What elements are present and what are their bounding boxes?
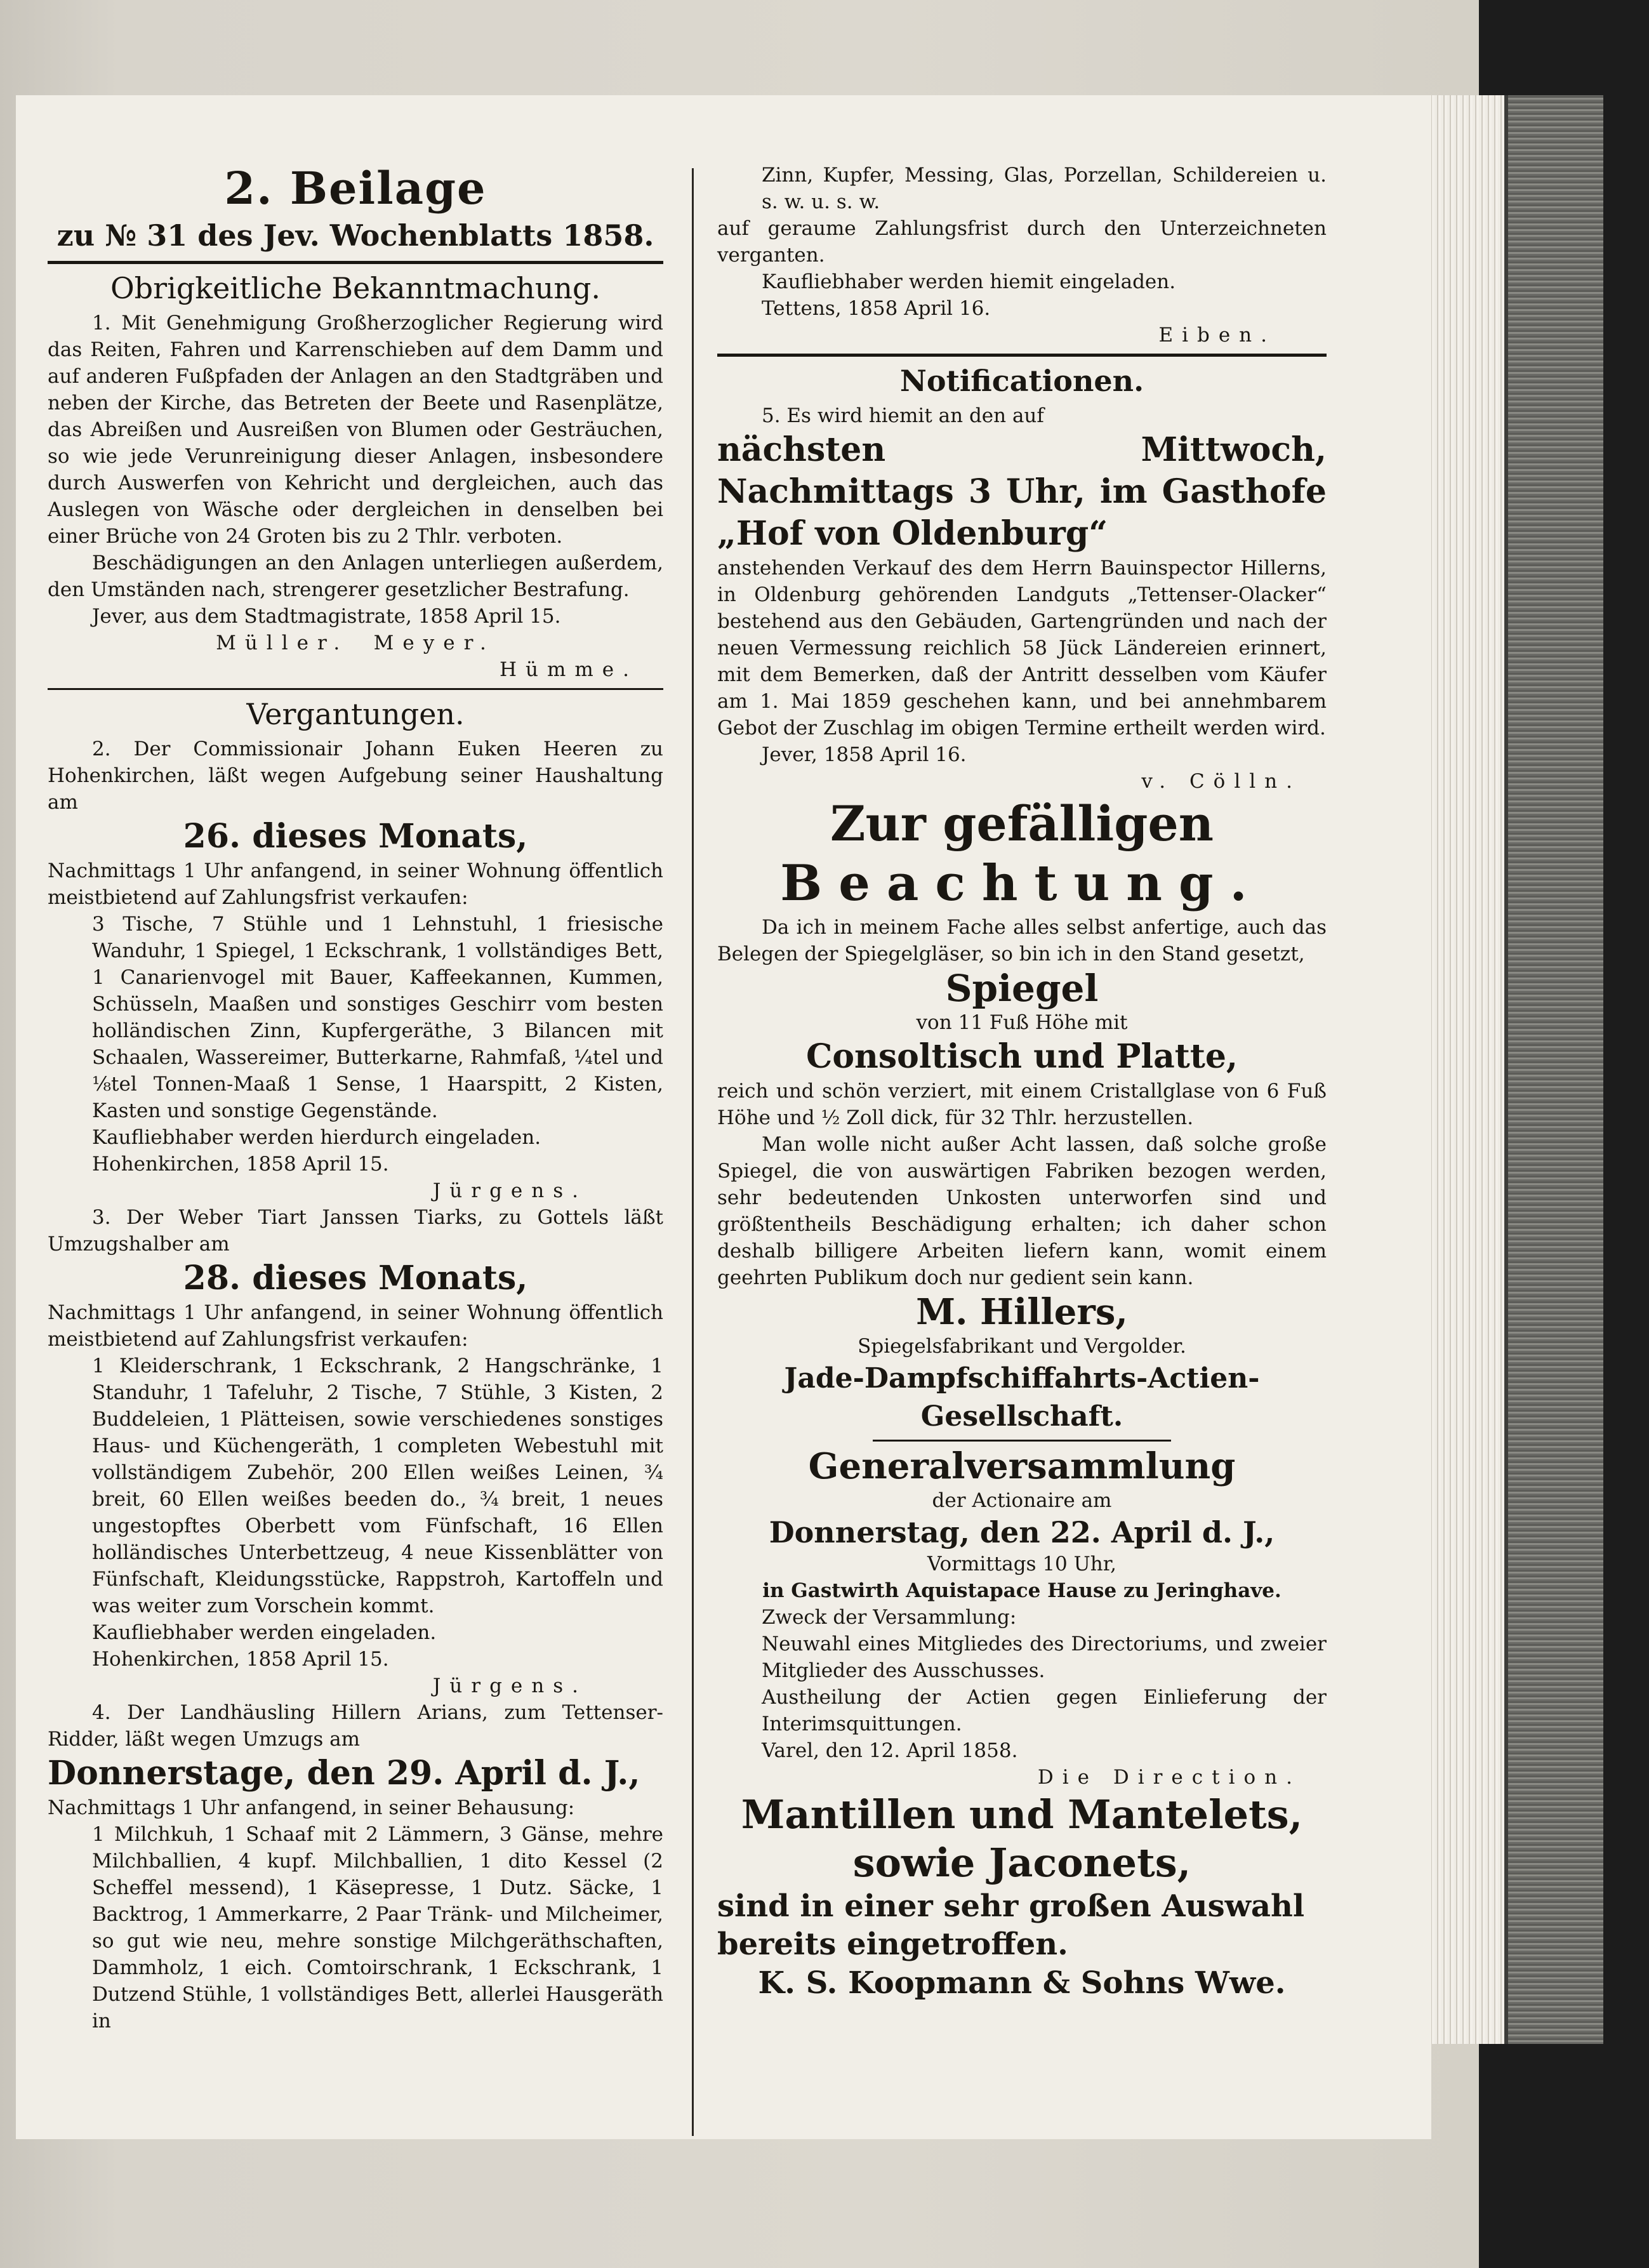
ad-name: M. Hillers, <box>916 1291 1128 1333</box>
jade-point-2: Austheilung der Actien gegen Einlieferung der Interimsquittungen. <box>762 1686 1327 1735</box>
supplement-subtitle: zu № 31 des Jev. Wochenblatts 1858. <box>56 218 654 253</box>
cont-buyers: Kaufliebhaber werden hiemit eingeladen. <box>762 270 1176 293</box>
notice-5-text: anstehenden Verkauf des dem Herrn Bauinspector Hillerns, in Oldenburg gehörenden Landguts „Tettenser-Olacker“ bestehend aus den Gebäuden, Gartengründen und nach der neuen Vermessung reichlich 58 Jück Ländereien erinnert, mit dem Bemerken, daß der Antritt desselben vom Käufer am 1. Mai 1859 geschehen kann, und bei annehmbarem Gebot der Zuschlag im obigen Termine ertheilt werden wird. <box>717 557 1327 739</box>
ad-text-1: Da ich in meinem Fache alles selbst anfertige, auch das Belegen der Spiegelgläser, so bin ich in den Stand gesetzt, <box>717 916 1327 965</box>
supplement-title: 2. Beilage <box>224 162 487 215</box>
jade-place: in Gastwirth Aquistapace Hause zu Jeringhave. <box>762 1579 1281 1602</box>
auction-3-text: Nachmittags 1 Uhr anfangend, in seiner Wohnung öffentlich meistbietend auf Zahlungsfrist verkaufen: <box>48 1301 663 1351</box>
ad-text-3: Man wolle nicht außer Acht lassen, daß solche große Spiegel, die von auswärtigen Fabriken bezogen werden, sehr bedeutenden Unkosten unterworfen sind und größtentheils Beschädigung erhalten; ich daher schon deshalb billigere Arbeiten liefern kann, womit einem geehrten Publikum doch nur gedient sein kann. <box>717 1133 1327 1289</box>
cont-signature: Eiben. <box>1158 324 1276 347</box>
right-column <box>717 162 1327 2003</box>
jade-company-title: Jade-Dampfschiffahrts-Actien-Gesellschaft. <box>784 1362 1260 1433</box>
notice-1-date: Jever, aus dem Stadtmagistrate, 1858 April 15. <box>92 605 561 628</box>
notice-1-text-2: Beschädigungen an den Anlagen unterliegen außerdem, den Umständen nach, strengerer gesetzlicher Bestrafung. <box>48 552 663 601</box>
notice-5-highlight: nächsten Mittwoch, Nachmittags 3 Uhr, im Gasthofe „Hof von Oldenburg“ <box>717 430 1327 553</box>
jade-point-1: Neuwahl eines Mitgliedes des Directoriums, und zweier Mitglieder des Ausschusses. <box>762 1633 1327 1682</box>
divider <box>717 354 1327 357</box>
signature-meyer: Meyer. <box>373 632 495 654</box>
jade-generalversammlung: Generalversammlung <box>808 1445 1236 1487</box>
ad-size: von 11 Fuß Höhe mit <box>916 1011 1128 1034</box>
ad-title-zur-gefaelligen: Zur gefälligen <box>830 795 1214 852</box>
auction-4-items: 1 Milchkuh, 1 Schaaf mit 2 Lämmern, 3 Gänse, mehre Milchballien, 4 kupf. Milchballien, 1 dito Kessel (2 Scheffel messend), 1 Käsepresse, 1 Dutz. Säcke, 1 Backtrog, 1 Ammerkarre, 2 Paar Tränk- und Milcheimer, so gut wie neu, mehre sonstige Milchgeräthschaften, Dammholz, 1 eich. Comtoirschrank, 1 Eckschrank, 1 Dutzend Stühle, 1 vollständiges Bett, allerlei Hausgeräth in <box>92 1823 663 2033</box>
mantillen-text: sind in einer sehr großen Auswahl bereits eingetroffen. <box>717 1888 1305 1962</box>
ad-text-2: reich und schön verziert, mit einem Cristallglase von 6 Fuß Höhe und ½ Zoll dick, für 32 Thlr. herzustellen. <box>717 1080 1327 1129</box>
auction-2-items: 3 Tische, 7 Stühle und 1 Lehnstuhl, 1 friesische Wanduhr, 1 Spiegel, 1 Eckschrank, 1 vollständiges Bett, 1 Canarienvogel mit Bauer, Kaffeekannen, Kummen, Schüsseln, Maaßen und sonstiges Geschirr vom besten holländischen Zinn, Kupfergeräthe, 3 Bilancen mit Schaalen, Wassereimer, Butterkarne, Rahmfaß, ¼tel und ⅛tel Tonnen-Maaß 1 Sense, 1 Haarspitt, 2 Kisten, Kasten und sonstige Gegenstände. <box>92 913 663 1122</box>
auction-2-signature: Jürgens. <box>432 1179 587 1202</box>
auction-2-text: Nachmittags 1 Uhr anfangend, in seiner Wohnung öffentlich meistbietend auf Zahlungsfrist verkaufen: <box>48 859 663 909</box>
mantillen-title: Mantillen und Mantelets, sowie Jaconets, <box>741 1791 1303 1886</box>
divider <box>873 1440 1171 1442</box>
section-heading-obrigkeitlich: Obrigkeitliche Bekanntmachung. <box>110 271 601 305</box>
auction-2-place: Hohenkirchen, 1858 April 15. <box>92 1153 389 1176</box>
ad-trade: Spiegelsfabrikant und Vergolder. <box>858 1335 1186 1358</box>
auction-4-text: Nachmittags 1 Uhr anfangend, in seiner Behausung: <box>48 1796 575 1819</box>
section-heading-notificationen: Notificationen. <box>899 364 1144 398</box>
ad-title-beachtung: Beachtung. <box>780 854 1264 912</box>
signature-huemme: Hümme. <box>500 658 638 681</box>
notice-5-signature: v. Cölln. <box>1141 770 1301 793</box>
auction-4-date: Donnerstage, den 29. April d. J., <box>48 1754 640 1793</box>
cont-place: Tettens, 1858 April 16. <box>762 297 991 320</box>
notice-1-signatures <box>48 630 663 656</box>
cont-text: auf geraume Zahlungsfrist durch den Unterzeichneten verganten. <box>717 217 1327 267</box>
notice-5-place: Jever, 1858 April 16. <box>762 743 967 766</box>
auction-4-intro: 4. Der Landhäusling Hillern Arians, zum Tettenser-Ridder, läßt wegen Umzugs am <box>48 1701 663 1751</box>
signature-mueller: Müller. <box>216 632 349 654</box>
ad-spiegel: Spiegel <box>945 967 1099 1010</box>
mantillen-firm: K. S. Koopmann & Sohns Wwe. <box>758 1965 1286 2001</box>
column-divider <box>692 168 694 2136</box>
auction-2-date: 26. dieses Monats, <box>183 817 528 856</box>
jade-purpose: Zweck der Versammlung: <box>762 1606 1017 1629</box>
auction-3-items: 1 Kleiderschrank, 1 Eckschrank, 2 Hangschränke, 1 Standuhr, 1 Tafeluhr, 2 Tische, 7 Stühle, 3 Kisten, 2 Buddeleien, 1 Plätteisen, sowie verschiedenes sonstiges Haus- und Küchengeräth, 1 completen Webestuhl mit vollständigem Zubehör, 200 Ellen weißes Leinen, ¾ breit, 60 Ellen weißes beeden do., ¾ breit, 1 neues ungestopftes Oberbett vom Fünfschaft, 16 Ellen holländisches Unterbettzeug, 4 neue Kissenblätter von Fünfschaft, Kleidungsstücke, Rappstroh, Kartoffeln und was weiter zum Vorschein kommt. <box>92 1355 663 1617</box>
auction-3-signature: Jürgens. <box>432 1674 587 1697</box>
divider <box>48 261 663 264</box>
auction-3-buyers: Kaufliebhaber werden eingeladen. <box>92 1621 437 1644</box>
section-heading-vergantungen: Vergantungen. <box>246 697 465 731</box>
left-column <box>48 162 663 2034</box>
notice-5-intro: 5. Es wird hiemit an den auf <box>762 404 1044 427</box>
book-page-edges <box>1428 95 1504 2044</box>
jade-time: Vormittags 10 Uhr, <box>927 1553 1116 1575</box>
ad-console: Consoltisch und Platte, <box>805 1037 1238 1076</box>
auction-3-date: 28. dieses Monats, <box>183 1259 528 1297</box>
auction-2-intro: 2. Der Commissionair Johann Euken Heeren zu Hohenkirchen, läßt wegen Aufgebung seiner Haushaltung am <box>48 738 663 814</box>
notice-1-text: 1. Mit Genehmigung Großherzoglicher Regierung wird das Reiten, Fahren und Karrenschieben auf dem Damm und auf anderen Fußpfaden der Anlagen an den Stadtgräben und neben der Kirche, das Betreten der Beete und Rasenplätze, das Abreißen und Ausreißen von Blumen oder Gesträuchen, so wie jede Verunreinigung dieser Anlagen, insbesondere durch Auswerfen von Kehricht und dergleichen, auch das Auslegen von Wäsche oder dergleichen in denselben bei einer Brüche von 24 Groten bis zu 2 Thlr. verboten. <box>48 312 663 548</box>
auction-3-intro: 3. Der Weber Tiart Janssen Tiarks, zu Gottels läßt Umzugshalber am <box>48 1206 663 1256</box>
cont-items: Zinn, Kupfer, Messing, Glas, Porzellan, Schildereien u. s. w. u. s. w. <box>762 164 1327 213</box>
jade-date: Donnerstag, den 22. April d. J., <box>769 1515 1275 1549</box>
jade-location-date: Varel, den 12. April 1858. <box>762 1739 1018 1762</box>
auction-2-buyers: Kaufliebhaber werden hierdurch eingeladen. <box>92 1126 541 1149</box>
jade-signature: Die Direction. <box>1037 1766 1301 1789</box>
book-cover <box>1504 95 1603 2044</box>
divider <box>48 688 663 690</box>
jade-of-shareholders: der Actionaire am <box>932 1489 1112 1512</box>
auction-3-place: Hohenkirchen, 1858 April 15. <box>92 1648 389 1671</box>
